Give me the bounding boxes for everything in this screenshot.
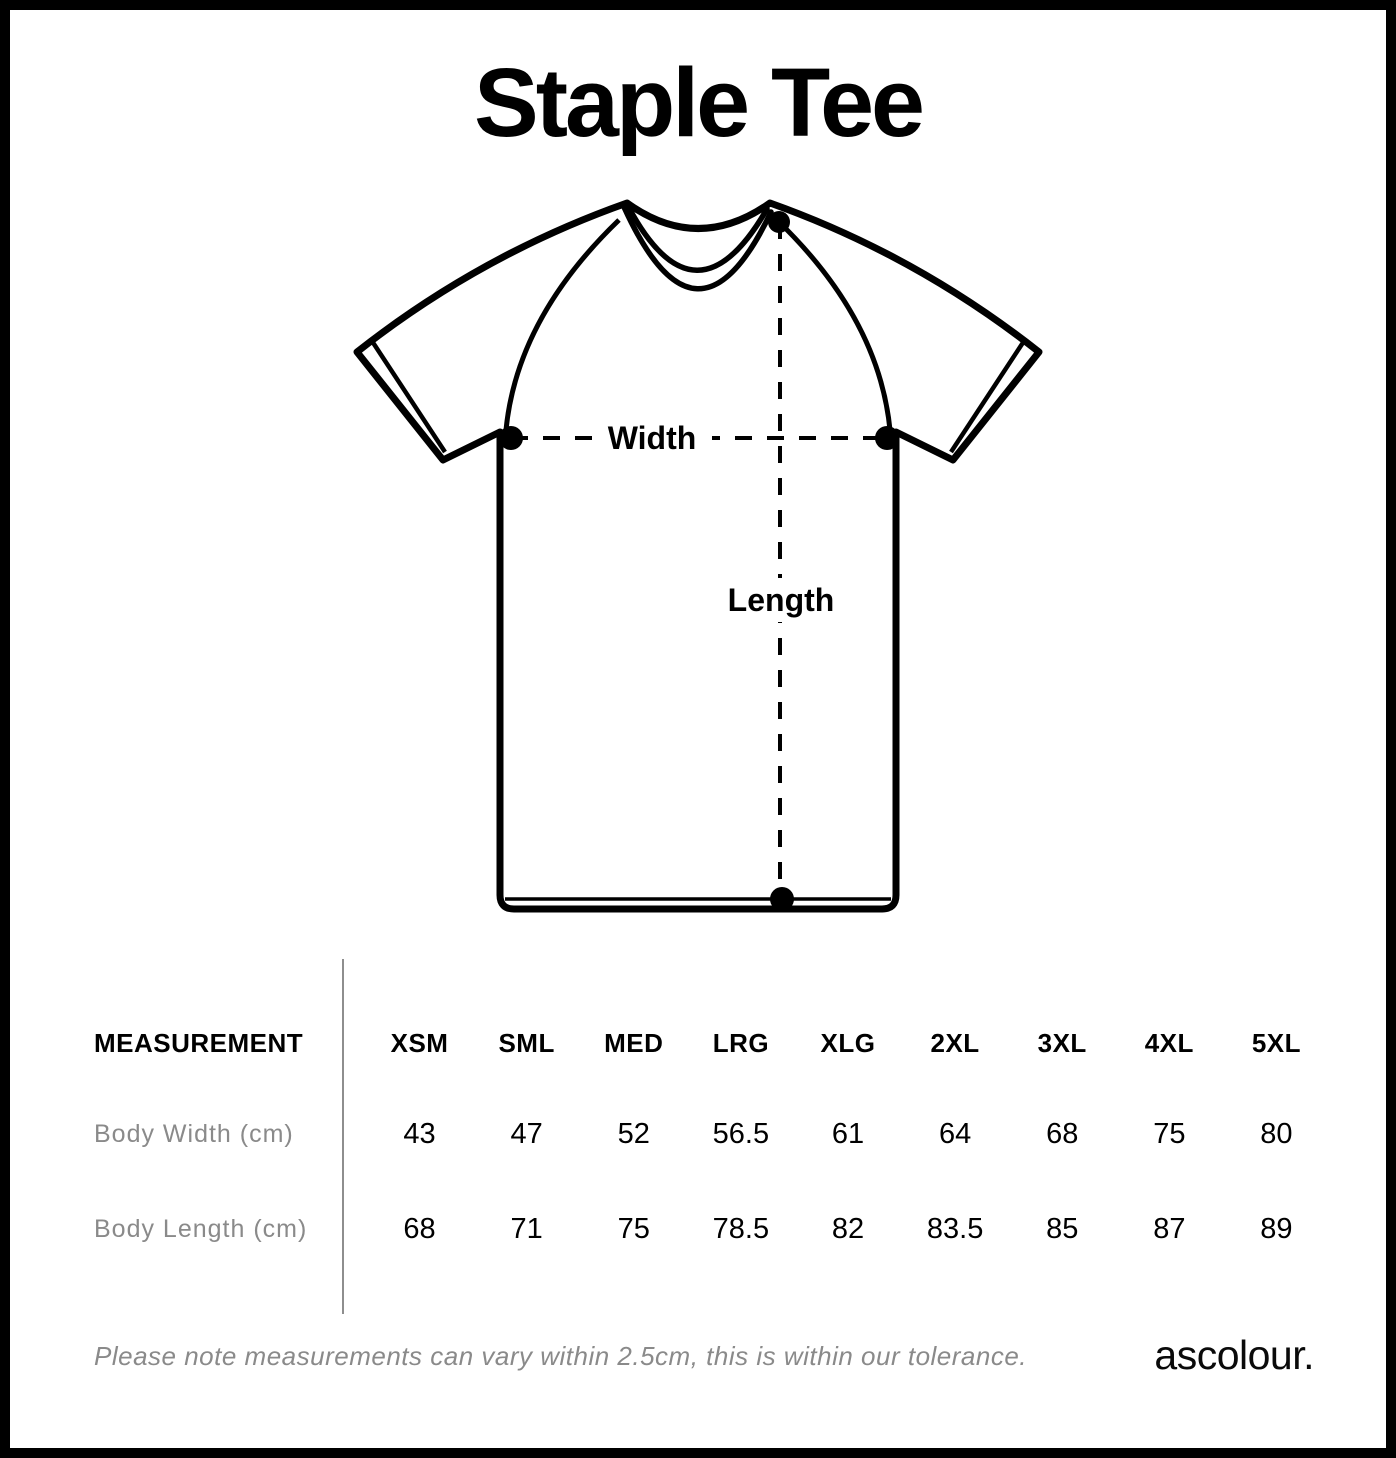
size-header: 4XL [1144,1028,1194,1058]
size-header: LRG [712,1028,770,1058]
table-cell: 80 [1260,1118,1293,1150]
body-length-row [0,1206,1396,1252]
left-armpit-dot [499,426,523,450]
size-header: XLG [820,1028,876,1058]
table-cell: 52 [617,1118,650,1150]
table-cell: 64 [938,1118,972,1150]
table-cell: 89 [1260,1213,1293,1245]
table-cell: 83.5 [926,1213,984,1245]
table-cell: 68 [403,1213,436,1245]
size-header: 2XL [930,1028,980,1058]
body-width-row [0,1111,1396,1157]
tshirt-diagram [330,180,1070,940]
size-header: 5XL [1251,1028,1302,1058]
size-header: SML [498,1028,555,1058]
table-cell: 78.5 [712,1213,770,1245]
table-cell: 75 [1153,1118,1186,1150]
shoulder-point-dot [768,211,790,233]
hem-point-dot [770,887,794,911]
size-header: 3XL [1037,1028,1087,1058]
table-cell: 87 [1153,1213,1186,1245]
table-header-row [0,1020,1396,1066]
body-width-cells [366,1111,1330,1157]
table-cell: 68 [1046,1118,1079,1150]
length-label: Length [727,582,835,618]
table-cell: 47 [510,1118,543,1150]
row-label: Body Length (cm) [94,1215,308,1243]
tolerance-note: Please note measurements can vary within 2.5cm, this is within our tolerance. [94,1341,1028,1371]
measurement-header: MEASUREMENT [94,1028,304,1058]
tshirt-outline [357,203,1039,909]
brand-logo: ascolour. [1154,1332,1314,1378]
size-header-cells [366,1020,1330,1066]
size-header: MED [604,1028,664,1058]
page-title: Staple Tee [474,48,922,157]
size-header: XSM [390,1028,449,1058]
table-cell: 71 [510,1213,543,1245]
table-cell: 43 [403,1118,436,1150]
table-cell: 75 [617,1213,650,1245]
table-cell: 61 [831,1118,865,1150]
body-length-cells [366,1206,1330,1252]
width-label: Width [607,420,697,456]
row-label: Body Width (cm) [94,1120,294,1148]
table-cell: 56.5 [712,1118,770,1150]
table-cell: 82 [831,1213,865,1245]
table-cell: 85 [1046,1213,1079,1245]
right-armpit-dot [875,426,899,450]
